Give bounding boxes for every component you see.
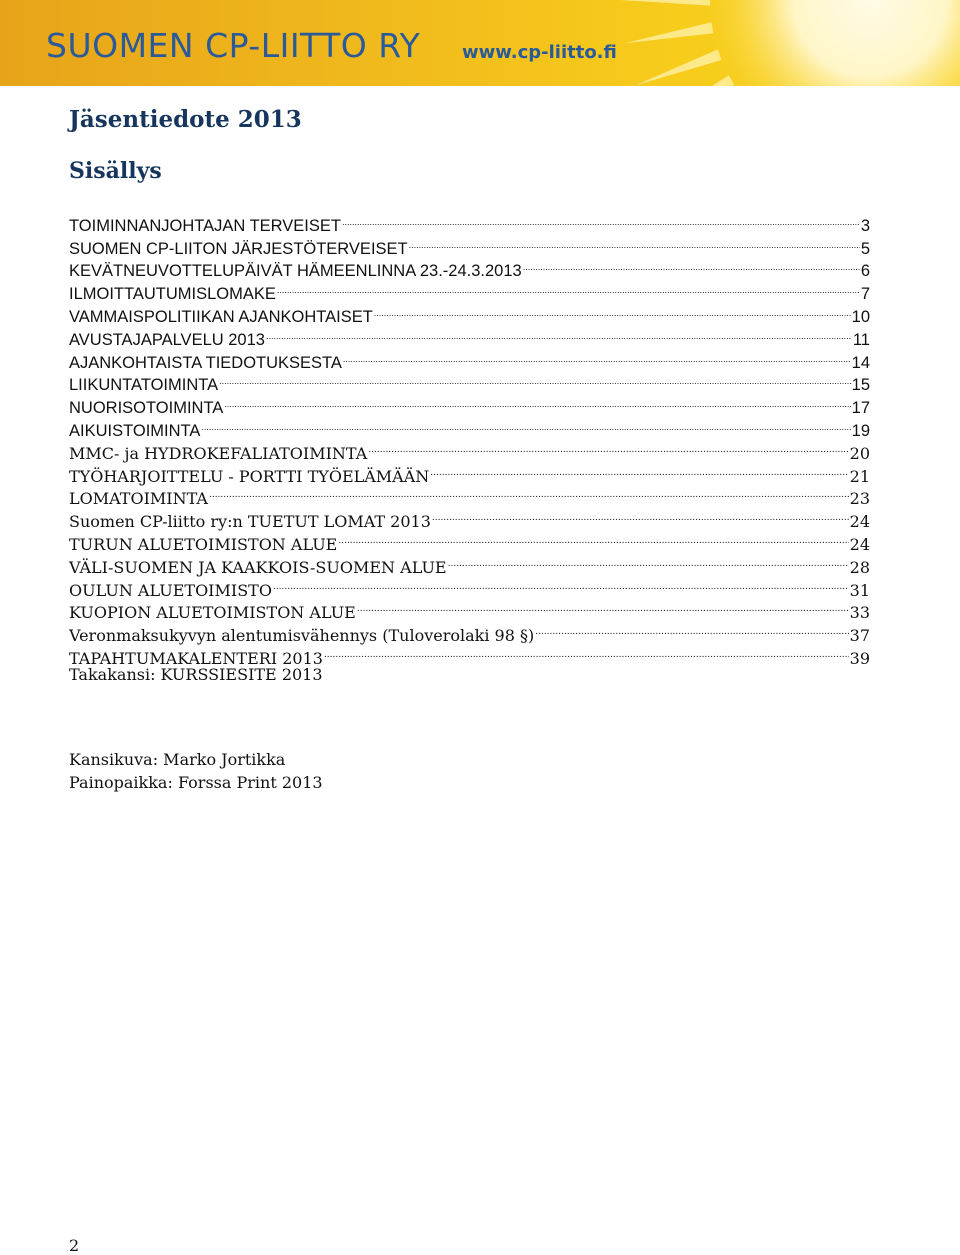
toc-entry-page: 23: [849, 489, 870, 509]
toc-entry-page: 10: [851, 307, 870, 326]
toc-entry-title: KUOPION ALUETOIMISTON ALUE: [69, 603, 356, 623]
toc-dot-leader: [357, 596, 849, 619]
toc-dot-leader: [201, 413, 850, 436]
toc-entry-page: 24: [849, 512, 870, 532]
toc-dot-leader: [338, 527, 848, 550]
toc-dot-leader: [342, 208, 860, 231]
toc-entry-title: TAPAHTUMAKALENTERI 2013: [69, 648, 323, 668]
toc-entry-page: 14: [851, 353, 870, 372]
toc-entry-page: 20: [849, 443, 870, 463]
toc-entry-page: 33: [849, 603, 870, 623]
toc-entry-page: 6: [860, 262, 870, 281]
toc-entry-page: 28: [849, 557, 870, 577]
toc-entry-title: OULUN ALUETOIMISTO: [69, 580, 272, 600]
toc-entry-page: 19: [851, 421, 870, 440]
toc-entry-title: Suomen CP-liitto ry:n TUETUT LOMAT 2013: [69, 512, 431, 532]
toc-entry-title: TURUN ALUETOIMISTON ALUE: [69, 534, 338, 554]
toc-entry-title: AJANKOHTAISTA TIEDOTUKSESTA: [69, 353, 342, 372]
toc-entry-title: VÄLI-SUOMEN JA KAAKKOIS-SUOMEN ALUE: [69, 557, 447, 577]
organization-name: SUOMEN CP-LIITTO RY: [46, 26, 421, 65]
toc-dot-leader: [523, 254, 860, 277]
toc-dot-leader: [273, 573, 849, 596]
printing-credit: Painopaikka: Forssa Print 2013: [69, 773, 323, 792]
toc-entry-title: LOMATOIMINTA: [69, 489, 208, 509]
toc-entry-page: 3: [860, 216, 870, 235]
toc-dot-leader: [448, 550, 849, 573]
toc-dot-leader: [277, 276, 860, 299]
document-title: Jäsentiedote 2013: [69, 106, 302, 133]
toc-dot-leader: [343, 345, 851, 368]
page-number: 2: [69, 1236, 80, 1255]
toc-dot-leader: [430, 459, 848, 482]
credits: [69, 748, 323, 794]
toc-dot-leader: [266, 322, 852, 345]
toc-entry-title: AIKUISTOIMINTA: [69, 421, 201, 440]
toc-heading: Sisällys: [69, 158, 162, 184]
toc-entry-page: 15: [851, 376, 870, 395]
toc-dot-leader: [368, 436, 848, 459]
toc-entry-title: ILMOITTAUTUMISLOMAKE: [69, 285, 276, 304]
website-link[interactable]: www.cp-liitto.fi: [462, 42, 617, 63]
toc-dot-leader: [209, 482, 849, 505]
toc-entry-title: MMC- ja HYDROKEFALIATOIMINTA: [69, 443, 368, 463]
toc-dot-leader: [224, 390, 850, 413]
toc-entry-page: 7: [860, 285, 870, 304]
toc-entry-page: 39: [849, 648, 870, 668]
toc-entry-page: 24: [849, 534, 870, 554]
sun-logo-icon: [620, 0, 960, 86]
toc-entry-title: LIIKUNTATOIMINTA: [69, 376, 219, 395]
toc-dot-leader: [535, 618, 848, 641]
table-of-contents: [69, 208, 870, 687]
toc-entry-title: NUORISOTOIMINTA: [69, 399, 224, 418]
toc-entry-page: 31: [849, 580, 870, 600]
toc-entry-title: KEVÄTNEUVOTTELUPÄIVÄT HÄMEENLINNA 23.-24.3.2013: [69, 262, 522, 281]
toc-dot-leader: [409, 231, 860, 254]
toc-entry-title: TYÖHARJOITTELU - PORTTI TYÖELÄMÄÄN: [69, 466, 430, 486]
toc-dot-leader: [432, 504, 849, 527]
toc-dot-leader: [219, 368, 851, 391]
toc-entry-page: 11: [852, 330, 870, 349]
cover-photo-credit: Kansikuva: Marko Jortikka: [69, 750, 286, 769]
back-cover-entry: Takakansi: KURSSIESITE 2013: [69, 664, 323, 684]
toc-entry[interactable]: [69, 208, 870, 235]
toc-dot-leader: [374, 299, 851, 322]
header-banner: [0, 0, 960, 86]
toc-entry-page: 5: [860, 239, 870, 258]
toc-entry-title: Veronmaksukyvyn alentumisvähennys (Tuloverolaki 98 §): [69, 626, 535, 646]
toc-entry-title: VAMMAISPOLITIIKAN AJANKOHTAISET: [69, 307, 373, 326]
toc-entry-page: 17: [851, 399, 870, 418]
toc-entry-title: SUOMEN CP-LIITON JÄRJESTÖTERVEISET: [69, 239, 408, 258]
toc-entry-page: 37: [849, 626, 870, 646]
toc-entry-title: AVUSTAJAPALVELU 2013: [69, 330, 265, 349]
toc-dot-leader: [324, 641, 849, 664]
toc-entry-page: 21: [849, 466, 870, 486]
toc-entry-title: TOIMINNANJOHTAJAN TERVEISET: [69, 216, 341, 235]
